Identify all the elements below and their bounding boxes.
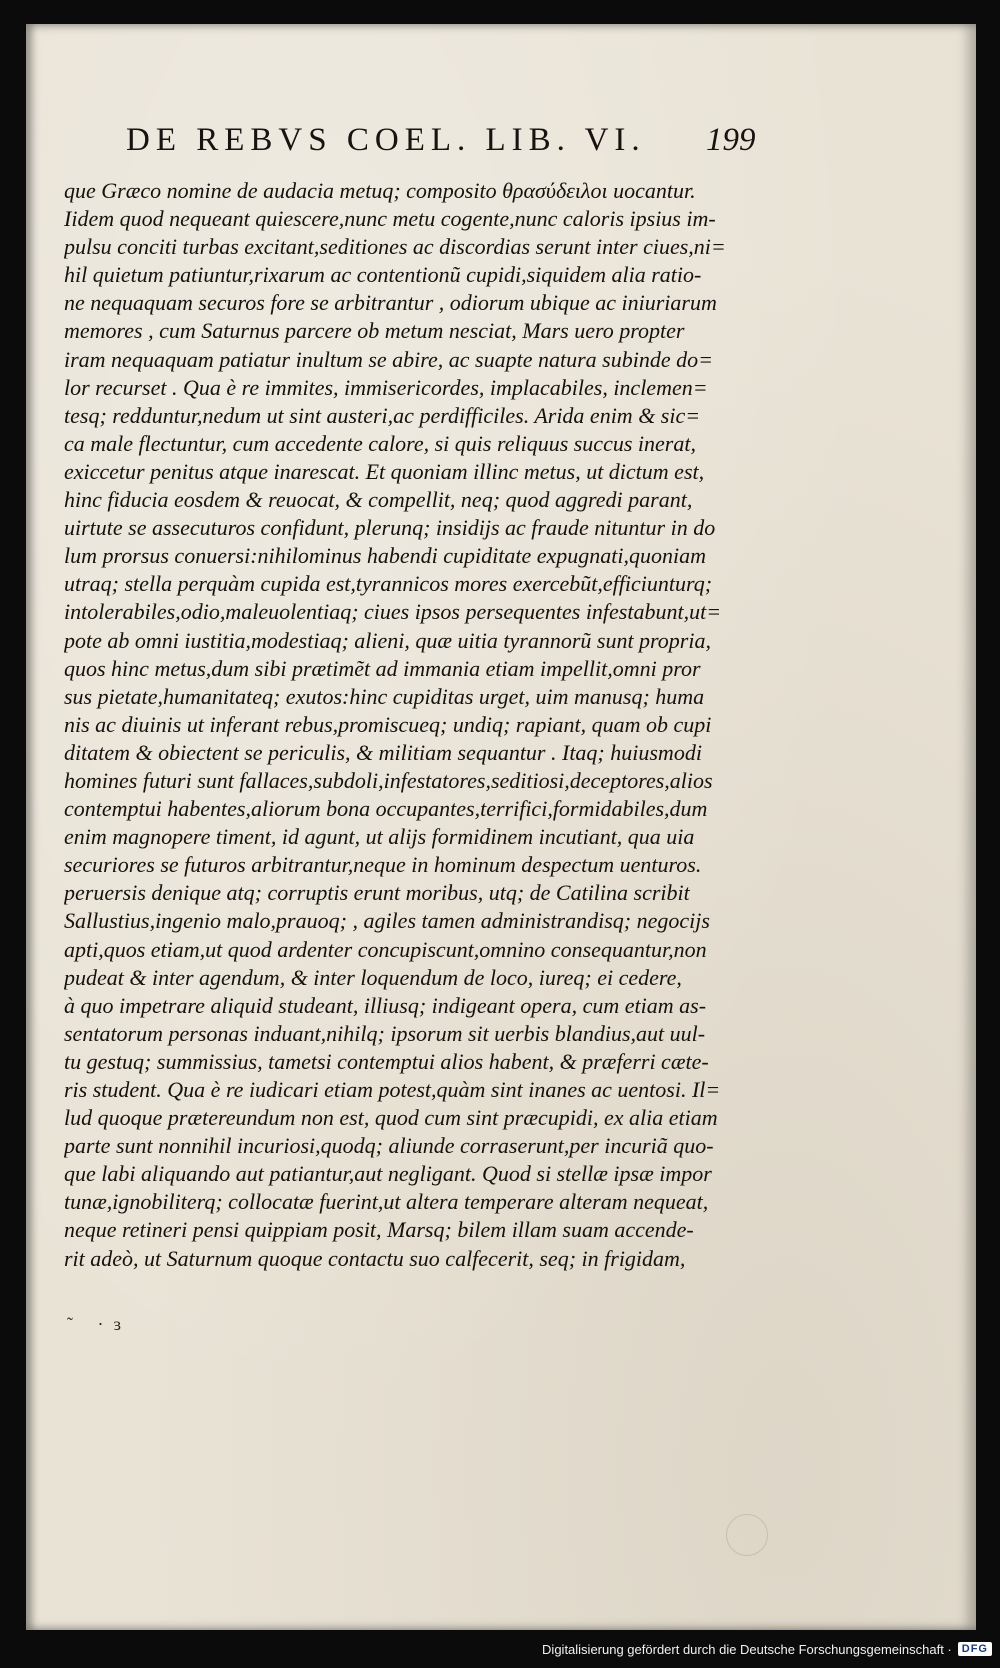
ink-specks: ˜ ·ɜ xyxy=(67,1314,132,1334)
text-line: tu gestuq; summissius, tametsi contemptui alios habent, & præferri cæte- xyxy=(64,1048,709,1074)
text-line: Sallustius,ingenio malo,prauoq; , agiles tamen administrandisq; negocijs xyxy=(64,908,710,934)
text-line: enim magnopere timent, id agunt, ut alijs formidinem incutiant, qua uia xyxy=(64,824,695,850)
text-line: sus pietate,humanitateq; exutos:hinc cupiditas urget, uim manusq; huma xyxy=(64,683,705,709)
page-number: 199 xyxy=(706,122,756,158)
text-line: neque retineri pensi quippiam posit, Marsq; bilem illam suam accende- xyxy=(64,1217,694,1243)
text-line: que Græco nomine de audacia metuq; composito θρασύδειλοι uocantur. xyxy=(64,178,696,203)
text-line: hinc fiducia eosdem & reuocat, & compellit, neq; quod aggredi parant, xyxy=(64,487,693,513)
text-line: memores , cum Saturnus parcere ob metum nesciat, Mars uero propter xyxy=(64,318,685,344)
text-line: lud quoque prætereundum non est, quod cum sint præcupidi, ex alia etiam xyxy=(64,1105,718,1131)
text-line: hil quietum patiuntur,rixarum ac contentionũ cupidi,siquidem alia ratio- xyxy=(64,262,702,288)
running-head-title: DE REBVS COEL. LIB. VI. xyxy=(126,122,646,158)
running-head xyxy=(126,122,776,159)
text-line: lum prorsus conuersi:nihilominus habendi cupiditate expugnati,quoniam xyxy=(64,543,707,569)
text-line: utraq; stella perquàm cupida est,tyrannicos mores exercebũt,efficiunturq; xyxy=(64,571,713,597)
text-line: pulsu conciti turbas excitant,seditiones ac discordias serunt inter ciues,ni= xyxy=(64,234,726,260)
credit-text: Digitalisierung gefördert durch die Deutsche Forschungsgemeinschaft · xyxy=(542,1641,952,1657)
text-line: apti,quos etiam,ut quod ardenter concupiscunt,omnino consequantur,non xyxy=(64,936,707,962)
text-line: nis ac diuinis ut inferant rebus,promiscueq; undiq; rapiant, quam ob cupi xyxy=(64,711,712,737)
text-line: uirtute se assecuturos confidunt, plerunq; insidijs ac fraude nituntur in do xyxy=(64,515,716,541)
text-line: sentatorum personas induant,nihilq; ipsorum sit uerbis blandius,aut uul- xyxy=(64,1020,706,1046)
text-line: ca male flectuntur, cum accedente calore, si quis reliquus succus inerat, xyxy=(64,430,696,456)
text-line: iram nequaquam patiatur inultum se abire, ac suapte natura subinde do= xyxy=(64,346,713,372)
text-line: securiores se futuros arbitrantur,neque in hominum despectum uenturos. xyxy=(64,852,702,878)
text-line: tesq; redduntur,nedum ut sint austeri,ac perdifficiles. Arida enim & sic= xyxy=(64,402,701,428)
text-line: exiccetur penitus atque inarescat. Et quoniam illinc metus, ut dictum est, xyxy=(64,458,705,484)
text-line: pote ab omni iustitia,modestiaq; alieni, quæ uitia tyrannorũ sunt propria, xyxy=(64,627,711,653)
paper-stain xyxy=(726,1514,768,1556)
digitization-credit xyxy=(542,1638,992,1660)
text-line: pudeat & inter agendum, & inter loquendum de loco, iureq; ei cedere, xyxy=(64,964,682,990)
text-line: homines futuri sunt fallaces,subdoli,infestatores,seditiosi,deceptores,alios xyxy=(64,767,713,793)
text-line: intolerabiles,odio,maleuolentiaq; ciues ipsos persequentes infestabunt,ut= xyxy=(64,599,722,625)
text-line: contemptui habentes,aliorum bona occupantes,terrifici,formidabiles,dum xyxy=(64,796,708,822)
dfg-logo-icon: DFG xyxy=(958,1642,992,1656)
text-line: lor recurset . Qua è re immites, immisericordes, implacabiles, inclemen= xyxy=(64,374,708,400)
text-line: ditatem & obiectent se periculis, & militiam sequantur . Itaq; huiusmodi xyxy=(64,739,702,765)
text-line: à quo impetrare aliquid studeant, illiusq; indigeant opera, cum etiam as- xyxy=(64,992,707,1018)
text-line: quos hinc metus,dum sibi prætimẽt ad immania etiam impellit,omni pror xyxy=(64,655,701,681)
text-line: ne nequaquam securos fore se arbitrantur , odiorum ubique ac iniuriarum xyxy=(64,290,717,316)
text-line: rit adeò, ut Saturnum quoque contactu suo calfecerit, seq; in frigidam, xyxy=(64,1245,686,1271)
text-line: parte sunt nonnihil incuriosi,quodq; aliunde corraserunt,per incuriã quo- xyxy=(64,1133,714,1159)
book-page xyxy=(26,24,976,1630)
body-text xyxy=(64,177,750,1273)
text-line: Iidem quod nequeant quiescere,nunc metu cogente,nunc caloris ipsius im- xyxy=(64,206,716,232)
text-line: ris student. Qua è re iudicari etiam potest,quàm sint inanes ac uentosi. Il= xyxy=(64,1077,721,1102)
text-line: peruersis denique atq; corruptis erunt moribus, utq; de Catilina scribit xyxy=(64,880,690,906)
text-line: tunæ,ignobiliterq; collocatæ fuerint,ut altera temperare alteram nequeat, xyxy=(64,1189,709,1215)
text-line: que labi aliquando aut patiantur,aut negligant. Quod si stellæ ipsæ impor xyxy=(64,1161,712,1187)
